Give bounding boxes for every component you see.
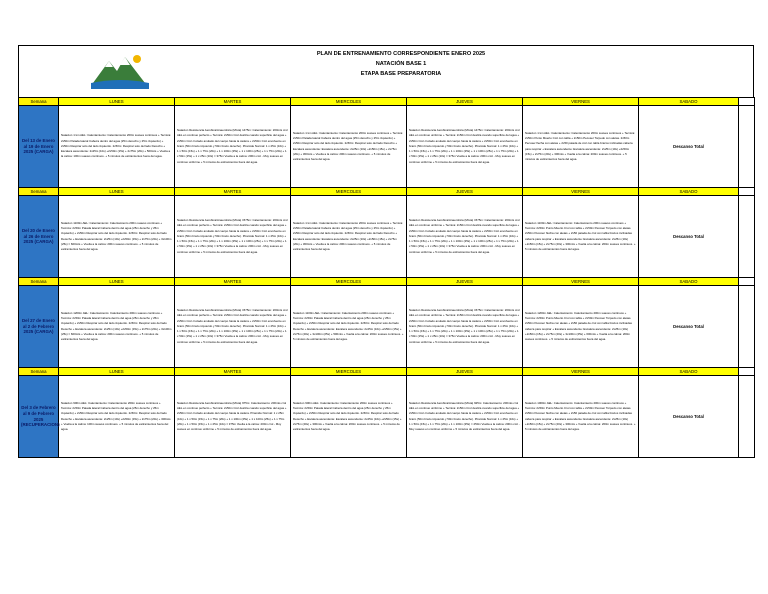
session-miercoles: Natacion 1 km AEL: Calentamiento: Calentamiento 200m suaves continuos + Tecnica: 2x50m Patada lateral Cabeza dentro del agua (25m derecho y 25m izquierdo) + 2x50m Respirar solo del lado izquierdo. 2x50m: Respirar solo del lado Derecho + Escalera ascendente: Escalera ascendente: 2x25m (10s) +2x50m (15s) + 2x75m (20s) + 300mts + Vuelta a la calma: 200m suaves continuos. + 5 minutos de estiramientos fuera del agua. [291, 196, 407, 278]
session-lunes: Natacion 1200m AEL: Calentamiento: Calentamiento 200m suaves continuos + Tecnica: 2x50m Patada lateral Cabeza dentro del agua (25m derecho y 25m izquierdo) + 2x50m Respirar solo del lado izquierdo. 2x50m: Respirar solo del lado Derecho + Escalera ascendente: 2x25m (10s) +2x50m (15s) + 2x75m (20s) + 3x100m (25s) = 600mts + Vuelta a la calma: 200m suaves continuos. + 5 minutos de estiramientos fuera del agua. [59, 286, 175, 368]
col-extra [739, 278, 755, 286]
session-viernes: Natacion 1 km AEL: Calentamiento: Calentamiento 200m suaves continuos + Tecnica: 2x50m Punto Muerto Crol con tabla + 2x50m Pecoser Torpedo con aletas. 2x50m Pecoser flecha con aletas + 2x50 patada de crol con tabla brazos inclinadas cabeza para respirar + Escalera ascendente: Escalera ascendente: 2x25m (10s) +2x50m (15s) + 2x75m (20s) + 300mts + Vuelta a la calma: 200m suaves continuos. + 5 minutos de estiramientos fuera del agua. [523, 106, 639, 188]
col-martes: MARTES [175, 188, 291, 196]
week-label: Del 27 de Enero al 2 de Febrero 2025 (CARGA) [19, 286, 59, 368]
col-semana: Semana [19, 188, 59, 196]
plan-title: PLAN DE ENTRENAMIENTO CORRESPONDIENTE ENERO 2025 [316, 51, 486, 57]
session-lunes: Natacion 1 km AEL: Calentamiento: Calentamiento 200m suaves continuos + Tecnica: 2x50m Patada lateral Cabeza dentro del agua (25m derecho y 25m izquierdo) + 2x50m Respirar solo del lado izquierdo. 2x50m: Respirar solo del lado Derecho + Escalera ascendente: 2x25m (10s) +2x50m (15s) + 2x75m (20s) + 500mts + Vuelta a la calma: 100m suaves continuos. + 5 minutos de estiramientos fuera del agua. [59, 106, 175, 188]
day-header-row [19, 278, 755, 286]
week-label: Del 3 de Febrero al 9 de Febrero 2025 (RECUPERACION) [19, 376, 59, 458]
session-martes: Natacion Resistencia Aerobica/Anaerobica (Mixta) 1475m: Calentamiento: 200mts crol AEL en continuo perfecto + Tecnica: 2x50m Crol desliza cuando superficie del agua + 2x50m Crol cruzado anulado del cuerpo hasta la cadera + 2x50m Crol envolvente en brazo (50m brazo izquierdo y 50m brazo derecho). Piramide Normal: 1 x 25m (10s) + 1 x 50m (15s) + 1 x 75m (20s) + 1 x 100m (25s) + 1 x 100m (25s) + 1 x 75m (20s) + 1 x 50m (15s) + 1 x 25m (10s) = 375m Vuelta a la calma: 200m crol - Muy suaves en continuo uniforme + 5 minutos de estiramientos fuera del agua. [175, 106, 291, 188]
session-miercoles: Natacion 900m AEL: Calentamiento: Calentamiento 200m suaves continuos + Tecnica: 2x50m Patada lateral Cabeza dentro del agua (25m derecho y 25m izquierdo) + 2x50m Respirar solo del lado izquierdo. 2x50m: Respirar solo del lado Derecho + Escalera ascendente: Escalera ascendente: 2x25m (10s) +2x50m (15s) + 2x75m (20s) + 300mts + Vuelta a la calma: 200m suaves continuos. + 5 minutos de estiramientos fuera del agua. [291, 376, 407, 458]
col-viernes: VIERNES [523, 98, 639, 106]
session-jueves: Natacion Resistencia Aerobica/Anaerobica (Mixta) 1575m: Calentamiento: 200mts crol AEL en continuo uniforme + Tecnica: 2x50m Crol desliza cuando superficie del agua + 2x50m Crol cruzado anulado del cuerpo hasta la cadera + 2x50m Crol envolvente en brazo (50m brazo izquierdo y 50m brazo derecho). Piramide Normal: 1 x 25m (10s) + 1 x 50m (15s) + 1 x 75m (20s) + 1 x 100m (25s) + 1 x 100m (25s) + 1 x 75m (20s) + 1 x 50m (15s) + 1 x 25m (10s) = 375m Vuelta a la calma: 200m crol - Muy suaves en continuo uniforme + 5 minutos de estiramientos fuera del agua. [407, 196, 523, 278]
col-semana: Semana [19, 98, 59, 106]
col-miercoles: MIERCOLES [291, 278, 407, 286]
extra-cell [739, 286, 755, 368]
col-lunes: LUNES [59, 98, 175, 106]
session-jueves: Natacion Resistencia Aerobica/Anaerobica (Mixta) 1575m: Calentamiento: 200mts crol AEL en continuo uniforme + Tecnica: 2x50m Crol desliza cuando superficie del agua + 2x50m Crol cruzado anulado del cuerpo hasta la cadera + 2x50m Crol envolvente en brazo (50m brazo izquierdo y 50m brazo derecho). Piramide Normal: 1 x 25m (10s) + 1 x 50m (15s) + 1 x 75m (20s) + 1 x 100m (25s) + 1 x 100m (25s) + 1 x 75m (20s) + 1 x 50m (15s) + 1 x 25m (10s) = 375m Vuelta a la calma: 200m crol - Muy suaves en continuo uniforme + 5 minutos de estiramientos fuera del agua. [407, 286, 523, 368]
extra-cell [739, 106, 755, 188]
week-row [19, 106, 755, 188]
col-miercoles: MIERCOLES [291, 368, 407, 376]
col-extra [739, 98, 755, 106]
col-sabado: SABADO [639, 188, 739, 196]
col-miercoles: MIERCOLES [291, 98, 407, 106]
extra-cell [739, 376, 755, 458]
session-miercoles: Natacion 1 km AEL: Calentamiento: Calentamiento 200m suaves continuos + Tecnica: 2x50m Patada lateral Cabeza dentro del agua (25m derecho y 25m izquierdo) + 2x50m Respirar solo del lado izquierdo. 2x50m: Respirar solo del lado Derecho + Escalera ascendente: Escalera ascendente: 2x25m (10s) +2x50m (15s) + 2x75m (20s) + 300mts + Vuelta a la calma: 200m suaves continuos. + 5 minutos de estiramientos fuera del agua. [291, 106, 407, 188]
training-plan-sheet [18, 45, 754, 458]
plan-subtitle: NATACIÓN BASE 1 [375, 61, 427, 67]
day-header-row [19, 188, 755, 196]
col-extra [739, 368, 755, 376]
session-sabado: Descanso Total [639, 106, 739, 188]
week-row [19, 196, 755, 278]
header-titles [189, 49, 613, 79]
session-viernes: Natacion 1000m AEL: Calentamiento: Calentamiento 200m suaves continuos + Tecnica: 2x50m Punto Muerto Crol con tabla + 2x50m Pecoser Torpedo con aletas. 2x50m Pecoser flecha con aletas + 2x50 patada de crol con tabla brazos inclinadas cabeza para respirar + Escalera ascendente: Escalera ascendente: 2x25m (10s) +2x50m (15s) + 2x75m (20s) + 300mts + Vuelta a la calma: 200m suaves continuos. + 5 minutos de estiramientos fuera del agua. [523, 376, 639, 458]
col-lunes: LUNES [59, 368, 175, 376]
day-header-row [19, 98, 755, 106]
day-header-row [19, 368, 755, 376]
col-viernes: VIERNES [523, 278, 639, 286]
col-sabado: SABADO [639, 278, 739, 286]
col-sabado: SABADO [639, 368, 739, 376]
col-viernes: VIERNES [523, 368, 639, 376]
session-sabado: Descanso Total [639, 286, 739, 368]
week-row [19, 286, 755, 368]
session-martes: Natacion Resistencia Aerobica/Anaerobica (Mixta) 1575m: Calentamiento: 200mts crol AEL en continuo perfecto + Tecnica: 2x50m Crol desliza cuando superficie del agua + 2x50m Crol cruzado anulado del cuerpo hasta la cadera + 2x50m Crol envolvente en brazo (50m brazo izquierdo y 50m brazo derecho). Piramide Normal: 1 x 25m (10s) + 1 x 50m (15s) + 1 x 75m (20s) + 1 x 100m (25s) + 1 x 100m (25s) + 1 x 75m (20s) + 1 x 50m (15s) + 1 x 25m (10s) = 375m Vuelta a la calma: 200m crol - Muy suaves en continuo uniforme + 5 minutos de estiramientos fuera del agua. [175, 196, 291, 278]
col-miercoles: MIERCOLES [291, 188, 407, 196]
session-sabado: Descanso Total [639, 376, 739, 458]
col-martes: MARTES [175, 98, 291, 106]
session-sabado: Descanso Total [639, 196, 739, 278]
training-table [18, 97, 755, 458]
col-martes: MARTES [175, 278, 291, 286]
col-jueves: JUEVES [407, 278, 523, 286]
session-jueves: Natacion Resistencia Aerobica/Anaerobica (Mixta) 1475m: Calentamiento: 200mts crol AEL en continuo uniforme + Tecnica: 2x50m Crol desliza cuando superficie del agua + 2x50m Crol cruzado anulado del cuerpo hasta la cadera + 2x50m Crol envolvente en brazo (50m brazo izquierdo y 50m brazo derecho). Piramide Normal: 1 x 25m (10s) + 1 x 50m (15s) + 1 x 75m (20s) + 1 x 100m (25s) + 1 x 100m (25s) + 1 x 75m (20s) + 1 x 50m (15s) + 1 x 25m (10s) = 375m Vuelta a la calma: 200m crol - Muy suaves en continuo uniforme + 5 minutos de estiramientos fuera del agua. [407, 106, 523, 188]
col-lunes: LUNES [59, 188, 175, 196]
session-jueves: Natacion Resistencia Aerobica/Anaerobica (Mixta) 925m: Calentamiento: 200mts crol AEL en continuo uniforme + Tecnica: 2x50m Crol desliza cuando superficie del agua + 2x50m Crol cruzado anulado del cuerpo hasta la cadera + 2x50m Crol envolvente en brazo (50m brazo izquierdo y 50m brazo derecho). Piramide Normal: 1 x 25m (10s) + 1 x 50m (15s) + 1 x 75m (20s) + 1 x 100m (25s) = 250m Vuelta a la calma: 200m crol - Muy suaves en continuo uniforme + 5 minutos de estiramientos fuera del agua. [407, 376, 523, 458]
col-sabado: SABADO [639, 98, 739, 106]
col-martes: MARTES [175, 368, 291, 376]
session-lunes: Natacion 1100m AEL: Calentamiento: Calentamiento 200m suaves continuos + Tecnica: 2x50m Patada lateral Cabeza dentro del agua (25m derecho y 25m izquierdo) + 2x50m Respirar solo del lado izquierdo. 2x50m: Respirar solo del lado Derecho + Escalera ascendente: 2x25m (10s) +2x50m (15s) + 2x75m (20s) + 3x100m (25s) = 600mts + Vuelta a la calma: 200m suaves continuos. + 5 minutos de estiramientos fuera del agua. [59, 196, 175, 278]
col-viernes: VIERNES [523, 188, 639, 196]
col-jueves: JUEVES [407, 368, 523, 376]
col-jueves: JUEVES [407, 98, 523, 106]
col-semana: Semana [19, 368, 59, 376]
session-lunes: Natacion 900m AEL: Calentamiento: Calentamiento 200m suaves continuos + Tecnica: 2x50m Patada lateral Cabeza dentro del agua (25m derecho y 25m izquierdo) + 2x50m Respirar solo del lado izquierdo. 2x50m: Respirar solo del lado Derecho + Escalera ascendente: 2x25m (10s) +2x50m (15s) + 2x75m (20s) + 300mts + Vuelta a la calma: 100m suaves continuos. + 5 minutos de estiramientos fuera del agua. [59, 376, 175, 458]
extra-cell [739, 196, 755, 278]
session-miercoles: Natacion 1100m AEL: Calentamiento: Calentamiento 200m suaves continuos + Tecnica: 2x50m Patada lateral Cabeza dentro del agua (25m derecho y 25m izquierdo) + 2x50m Respirar solo del lado izquierdo. 2x50m: Respirar solo del lado Derecho + Escalera ascendente: Escalera ascendente: 2x25m (10s) +2x50m (15s) + 2x75m (20s) + 3x100m (25s) + 500mts + Vuelta a la calma: 200m suaves continuos. + 5 minutos de estiramientos fuera del agua. [291, 286, 407, 368]
plan-stage: ETAPA BASE PREPARATORIA [360, 71, 442, 77]
session-martes: Natacion Resistencia Aerobica/Anaerobica (Mixta) 1575m: Calentamiento: 200mts crol AEL en continuo perfecto + Tecnica: 2x50m Crol desliza cuando superficie del agua + 2x50m Crol cruzado anulado del cuerpo hasta la cadera + 2x50m Crol envolvente en brazo (50m brazo izquierdo y 50m brazo derecho). Piramide Normal: 1 x 25m (10s) + 1 x 50m (15s) + 1 x 75m (20s) + 1 x 100m (25s) + 1 x 100m (25s) + 1 x 75m (20s) + 1 x 50m (15s) + 1 x 25m (10s) = 375m Vuelta a la calma: 200m crol - Muy suaves en continuo uniforme + 5 minutos de estiramientos fuera del agua. [175, 286, 291, 368]
session-viernes: Natacion 1100m AEL: Calentamiento: Calentamiento 200m suaves continuos + Tecnica: 2x50m Punto Muerto Crol con tabla + 2x50m Pecoser Torpedo con aletas. 2x50m Pecoser flecha con aletas + 2x50 patada de crol con tabla brazos inclinadas cabeza para respirar + Escalera ascendente: Escalera ascendente: 2x25m (10s) +2x50m (15s) + 2x75m (20s) + 300mts + Vuelta a la calma: 200m suaves continuos. + 5 minutos de estiramientos fuera del agua. [523, 196, 639, 278]
week-label: Del 13 de Enero al 19 de Enero 2025 (CARGA) [19, 106, 59, 188]
session-viernes: Natacion 1200m AEL: Calentamiento: Calentamiento 200m suaves continuos + Tecnica: 2x50m Punto Muerto Crol con tabla + 2x50m Pecoser Torpedo con aletas. 2x50m Pecoser flecha con aletas + 2x50 patada de crol con tabla brazos inclinadas cabeza para respirar + Escalera ascendente: Escalera ascendente: 2x25m (10s) +2x50m (15s) + 2x75m (20s) + 3x100m (25s) + 600mts + Vuelta a la calma: 200m suaves continuos. + 5 minutos de estiramientos fuera del agua. [523, 286, 639, 368]
col-lunes: LUNES [59, 278, 175, 286]
col-extra [739, 188, 755, 196]
week-label: Del 20 de Enero al 26 de Enero 2025 (CARGA) [19, 196, 59, 278]
mountain-logo-icon [89, 49, 151, 93]
week-row [19, 376, 755, 458]
col-jueves: JUEVES [407, 188, 523, 196]
sheet-header [18, 45, 754, 97]
col-semana: Semana [19, 278, 59, 286]
session-martes: Natacion Resistencia Aerobica/Anaerobica (Mixta) 975m: Calentamiento: 200mts crol AEL en continuo perfecto + Tecnica: 2x50m Crol desliza cuando superficie del agua + 2x50m Crol cruzado anulado del cuerpo hasta la cadera. Piramide Normal: 1 x 25m (10s) + 1 x 50m (15s) + 1 x 75m (20s) + 1 x 100m (25s) + 1 x 100m (25s) + 1 x 75m (20s) + 1 x 50m (15s) + 1 x 25m (10s) = 375m Vuelta a la calma: 200m crol - Muy suaves en continuo uniforme + 5 minutos de estiramientos fuera del agua. [175, 376, 291, 458]
